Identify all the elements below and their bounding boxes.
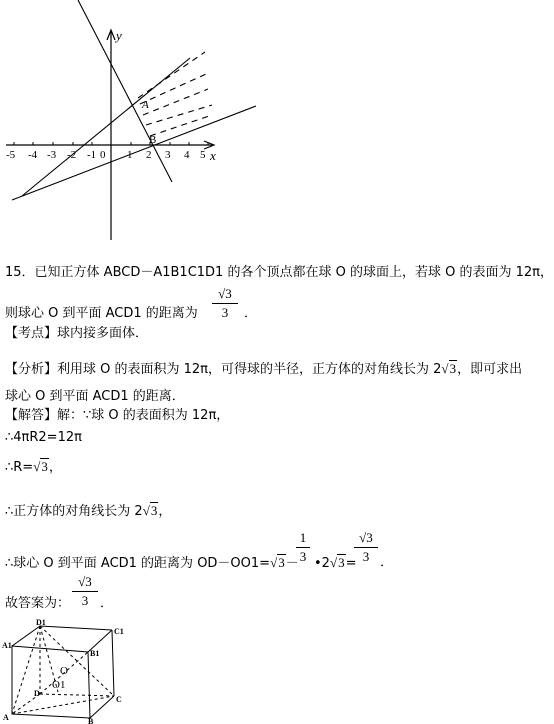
x-tick-labels bbox=[6, 149, 206, 161]
svg-text:C1: C1 bbox=[114, 627, 124, 636]
svg-text:-3: -3 bbox=[47, 149, 57, 161]
point-a-label: A bbox=[142, 99, 149, 111]
svg-text:2: 2 bbox=[146, 149, 152, 161]
svg-text:-1: -1 bbox=[87, 149, 97, 161]
final-answer-fraction: √3 3 bbox=[72, 574, 98, 609]
distance-root-2: √3 bbox=[329, 555, 345, 570]
radius-root: √3 bbox=[33, 459, 48, 474]
coordinate-graph bbox=[0, 0, 290, 250]
fenxi-text-2: ，即可求出 bbox=[457, 362, 523, 377]
kaodian-line bbox=[5, 327, 148, 340]
svg-text:B: B bbox=[88, 717, 94, 724]
problem-end: ． bbox=[244, 306, 258, 321]
upper-line bbox=[22, 58, 190, 196]
fenxi-line-2 bbox=[5, 390, 185, 403]
fraction-denominator: 3 bbox=[221, 305, 229, 320]
fenxi-line-1 bbox=[5, 362, 522, 376]
svg-text:5: 5 bbox=[200, 149, 206, 161]
jieda-line-5: ∴球心 O 到平面 ACD1 的距离为 OD－OO1=√3－ bbox=[5, 555, 299, 571]
svg-text:A: A bbox=[3, 713, 9, 722]
final-answer-label: 故答案为： bbox=[5, 596, 71, 611]
svg-text:-5: -5 bbox=[6, 149, 16, 161]
svg-text:B1: B1 bbox=[90, 649, 100, 658]
svg-text:D1: D1 bbox=[36, 618, 46, 627]
distance-result-fraction: √3 3 bbox=[354, 530, 378, 565]
distance-root-1: √3 bbox=[270, 555, 285, 570]
svg-text:-4: -4 bbox=[28, 149, 38, 161]
jieda-line-4: ∴正方体的对角线长为 2√3， bbox=[5, 503, 172, 519]
final-answer-end: ． bbox=[100, 596, 114, 611]
fenxi-tag: 【分析】 bbox=[5, 362, 58, 377]
fenxi-root: √3 bbox=[441, 361, 457, 376]
svg-text:-2: -2 bbox=[67, 149, 77, 161]
problem-line-2 bbox=[5, 307, 198, 320]
x-axis-label: x bbox=[210, 148, 216, 163]
svg-text:C: C bbox=[116, 695, 122, 704]
jieda-tag: 【解答】 bbox=[5, 408, 58, 423]
dashed-level-lines bbox=[138, 52, 212, 136]
svg-text:1: 1 bbox=[127, 149, 133, 161]
jieda-line-2: ∴4πR2=12π bbox=[5, 430, 82, 445]
svg-text:A1: A1 bbox=[2, 641, 12, 650]
y-axis-label: y bbox=[116, 28, 122, 43]
fenxi-text-1: 利用球 O 的表面积为 12π，可得球的半径，正方体的对角线长为 2 bbox=[57, 362, 442, 377]
problem-answer-fraction bbox=[212, 286, 238, 321]
one-third-fraction: 1 3 bbox=[296, 530, 310, 565]
svg-text:4: 4 bbox=[184, 149, 190, 161]
svg-text:0: 0 bbox=[100, 149, 106, 161]
diagonal-root: √3 bbox=[142, 503, 158, 518]
jieda-line-5-end: ． bbox=[380, 555, 394, 570]
svg-text:3: 3 bbox=[165, 149, 171, 161]
problem-line-1 bbox=[5, 266, 553, 279]
cube-diagram bbox=[0, 616, 140, 724]
svg-text:O: O bbox=[60, 665, 68, 677]
jieda-line-1-text: 解：∵球 O 的表面积为 12π， bbox=[57, 408, 230, 423]
problem-stem-2: 则球心 O 到平面 ACD1 的距离为 bbox=[5, 306, 198, 321]
fraction-numerator: √3 bbox=[218, 286, 232, 301]
point-b-label: B bbox=[149, 134, 157, 146]
svg-text:O1: O1 bbox=[52, 679, 66, 691]
problem-number: 15． bbox=[5, 265, 35, 280]
kaodian-tag: 【考点】 bbox=[5, 326, 58, 341]
problem-stem-1: 已知正方体 ABCD－A1B1C1D1 的各个顶点都在球 O 的球面上，若球 O 的表面为 12π， bbox=[34, 265, 553, 280]
fenxi-text-3: 球心 O 到平面 ACD1 的距离． bbox=[5, 389, 185, 404]
kaodian-text: 球内接多面体． bbox=[57, 326, 149, 341]
svg-text:D: D bbox=[34, 689, 40, 698]
jieda-line-1 bbox=[5, 409, 229, 422]
jieda-line-5-tail: •2√3= bbox=[314, 555, 357, 571]
jieda-line-3: ∴R=√3， bbox=[5, 459, 62, 475]
